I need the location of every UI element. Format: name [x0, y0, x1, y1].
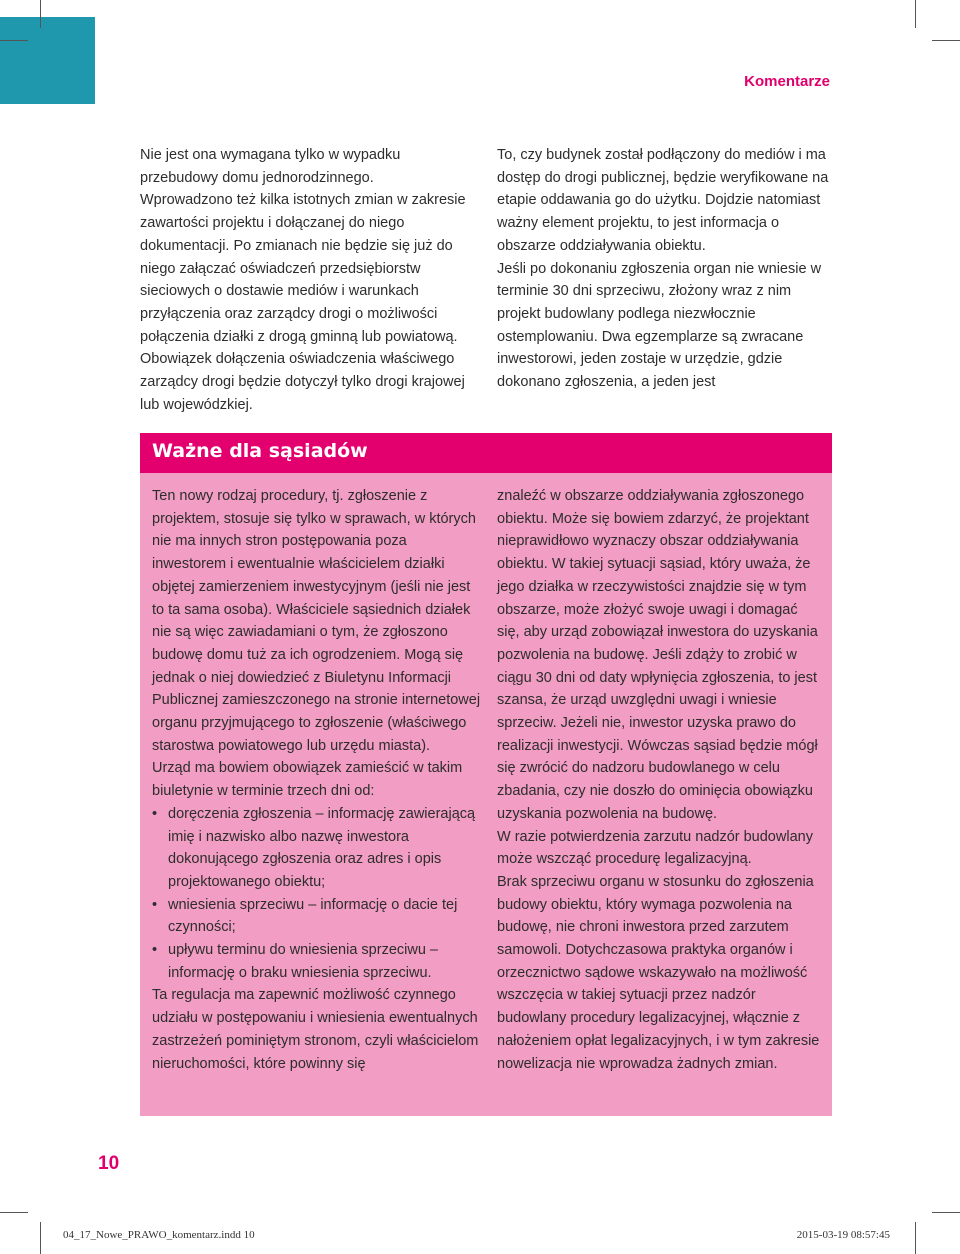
section-label: Komentarze	[744, 73, 830, 90]
crop-mark	[915, 0, 916, 28]
paragraph: To, czy budynek został podłączony do mediów i ma dostęp do drogi publicznej, będzie weryfikowane na etapie oddawania go do użytku. Dojdzie natomiast ważny element projektu, to jest informacja o obszarze oddziaływania obiektu.	[497, 147, 829, 254]
paragraph: Ten nowy rodzaj procedury, tj. zgłoszenie z projektem, stosuje się tylko w sprawach, w których nie ma innych stron postępowania poza inwestorem i ewentualnie właścicielem działki objętej zamierzeniem inwestycyjnym (jeśli nie jest to ta sama osoba). Właściciele sąsiednich działek nie są więc zawiadamiani o tym, że zgłoszono budowę domu tuż za ich ogrodzeniem. Mogą się jednak o niej dowiedzieć z Biuletynu Informacji Publicznej zamieszczonego na stronie internetowej organu przyjmującego to zgłoszenie (właściwego starostwa powiatowego lub urzędu miasta).	[152, 488, 481, 754]
crop-mark	[0, 40, 28, 41]
right-column	[497, 144, 835, 394]
sidebar-left-column	[152, 485, 482, 1075]
crop-mark	[0, 1212, 28, 1213]
paragraph: Ta regulacja ma zapewnić możliwość czynnego udziału w postępowaniu i wniesienia ewentualnych zastrzeżeń pominiętym stronom, czyli właścicielom nieruchomości, które powinny się	[152, 987, 479, 1072]
list-item: • wniesienia sprzeciwu – informację o dacie tej czynności;	[152, 894, 482, 939]
teal-corner-block	[0, 17, 95, 104]
paragraph: Jeśli po dokonaniu zgłoszenia organ nie wniesie w terminie 30 dni sprzeciwu, złożony wraz z nim projekt budowlany podlega niezwłocznie ostemplowaniu. Dwa egzemplarze są zwracane inwestorowi, jeden zostaje w urzędzie, gdzie dokonano zgłoszenia, a jeden jest	[497, 260, 822, 391]
paragraph: Nie jest ona wymagana tylko w wypadku przebudowy domu jednorodzinnego.	[140, 147, 401, 186]
sidebar-right-column	[497, 485, 822, 1075]
left-column	[140, 144, 478, 416]
crop-mark	[932, 1212, 960, 1213]
file-slug: 04_17_Nowe_PRAWO_komentarz.indd 10	[63, 1229, 255, 1241]
list-item: • upływu terminu do wniesienia sprzeciwu – informację o braku wniesienia sprzeciwu.	[152, 939, 482, 984]
list-item: • doręczenia zgłoszenia – informację zawierającą imię i nazwisko albo nazwę inwestora dokonującego zgłoszenia oraz adres i opis projektowanego obiektu;	[152, 803, 482, 894]
paragraph: Wprowadzono też kilka istotnych zmian w zakresie zawartości projektu i dołączanej do niego dokumentacji. Po zmianach nie będzie się już do niego załączać oświadczeń przedsiębiorstw sieciowych o dostawie mediów i warunkach przyłączenia oraz zarządcy drogi o możliwości połączenia działki z drogą gminną lub powiatową. Obowiązek dołączenia oświadczenia właściwego zarządcy drogi będzie dotyczył tylko drogi krajowej lub wojewódzkiej.	[140, 192, 466, 413]
paragraph: znaleźć w obszarze oddziaływania zgłoszonego obiektu. Może się bowiem zdarzyć, że projektant nieprawidłowo wyznaczy obszar oddziaływania obiektu. W takiej sytuacji sąsiad, który uważa, że jego działka w rzeczywistości znajdzie się w tym obszarze, może złożyć swoje uwagi i domagać się, aby urząd zobowiązał inwestora do uzyskania pozwolenia na budowę. Jeśli zdąży to zrobić w ciągu 30 dni od daty wpłynięcia zgłoszenia, to jest szansa, że urząd uwzględni uwagi i wniesie sprzeciw. Jeżeli nie, inwestor uzyska prawo do realizacji inwestycji. Wówczas sąsiad będzie mógł się zwrócić do nadzoru budowlanego w celu zbadania, czy nie doszło do ominięcia obowiązku uzyskania pozwolenia na budowę.	[497, 488, 818, 822]
crop-mark	[40, 0, 41, 28]
sidebar-box	[140, 433, 832, 1116]
crop-mark	[932, 40, 960, 41]
paragraph: Brak sprzeciwu organu w stosunku do zgłoszenia budowy obiektu, który wymaga pozwolenia na budowę, nie chroni inwestora przed zarzutem samowoli. Dotychczasowa praktyka organów i orzecznictwo sądowe wskazywało na możliwość wszczęcia w takiej sytuacji przez nadzór budowlany procedury legalizacyjnej, włącznie z nałożeniem opłat legalizacyjnych, i w tym zakresie nowelizacja nie wprowadza żadnych zmian.	[497, 873, 820, 1072]
bullet-list	[152, 803, 482, 985]
page-number: 10	[98, 1153, 120, 1174]
crop-mark	[915, 1222, 916, 1254]
crop-mark	[40, 1222, 41, 1254]
sidebar-header	[140, 433, 832, 473]
sidebar-title: Ważne dla sąsiadów	[152, 440, 368, 462]
paragraph: Urząd ma bowiem obowiązek zamieścić w takim biuletynie w terminie trzech dni od:	[152, 760, 463, 800]
timestamp-slug: 2015-03-19 08:57:45	[796, 1229, 890, 1241]
paragraph: W razie potwierdzenia zarzutu nadzór budowlany może wszcząć procedurę legalizacyjną.	[497, 828, 813, 868]
